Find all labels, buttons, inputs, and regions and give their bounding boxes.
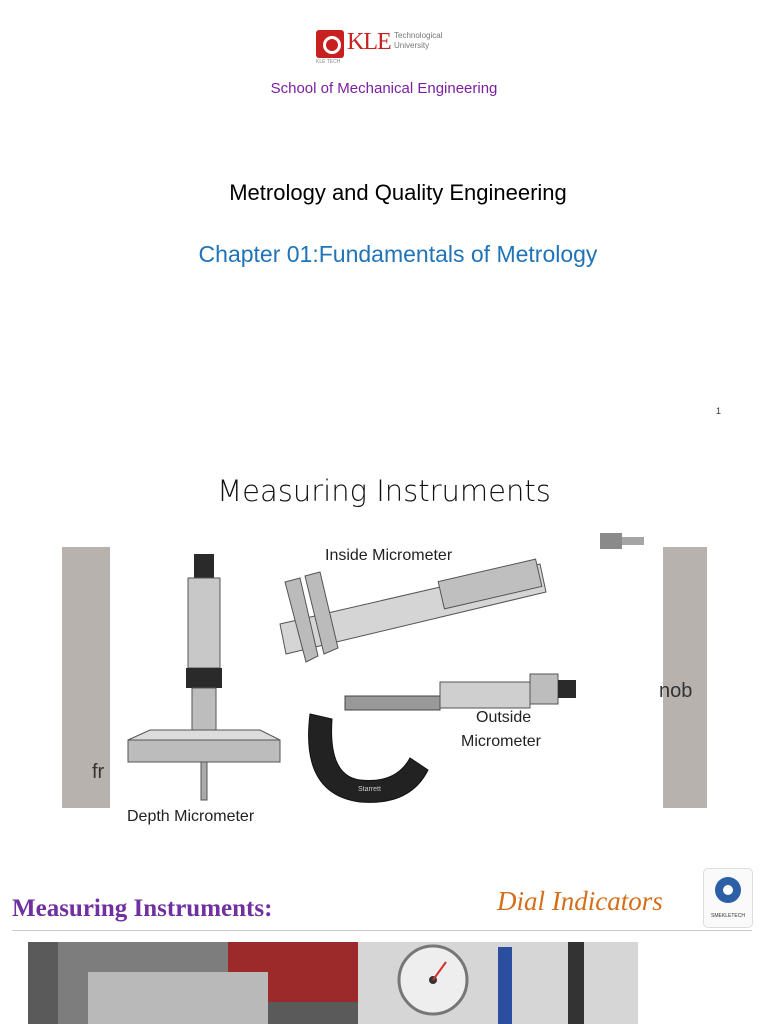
divider [12,930,752,931]
right-photo-strip [659,547,707,808]
gear-icon [715,877,741,903]
logo-mark-icon [316,30,344,58]
depth-micrometer-drawing [128,554,280,800]
slide-title: Measuring Instruments [217,474,551,508]
label-outside-micrometer-1: Outside [476,709,532,726]
badge-label: SMEKLETECH [711,913,745,919]
right-strip-fragment: nob [659,680,693,702]
course-title: Metrology and Quality Engineering [229,180,567,205]
title-slide [0,0,768,430]
dial-indicators-slide [0,860,768,1024]
instruments-slide [0,436,768,856]
logo-tag: KLE TECH [316,59,341,65]
logo-sub-line2: University [394,41,430,50]
school-name: School of Mechanical Engineering [270,80,498,97]
dial-indicator-photo [28,942,638,1024]
logo-text: KLE [347,29,391,55]
left-photo-strip [62,547,110,808]
label-inside-micrometer: Inside Micrometer [325,547,453,564]
logo-subtitle [394,31,442,51]
university-logo [316,29,444,67]
smekletech-badge [703,868,753,928]
slide-title: Measuring Instruments: [12,895,273,922]
slide-subtitle: Dial Indicators [497,886,663,916]
left-strip-fragment: fr [92,761,105,783]
chapter-title: Chapter 01:Fundamentals of Metrology [198,241,598,267]
label-depth-micrometer: Depth Micrometer [127,808,255,825]
micrometer-illustrations [110,544,663,829]
page-number: 1 [716,406,722,416]
starrett-brand: Starrett [358,786,381,793]
label-outside-micrometer-2: Micrometer [461,733,542,750]
logo-sub-line1: Technological [394,31,443,40]
inside-micrometer-drawing [280,559,546,662]
